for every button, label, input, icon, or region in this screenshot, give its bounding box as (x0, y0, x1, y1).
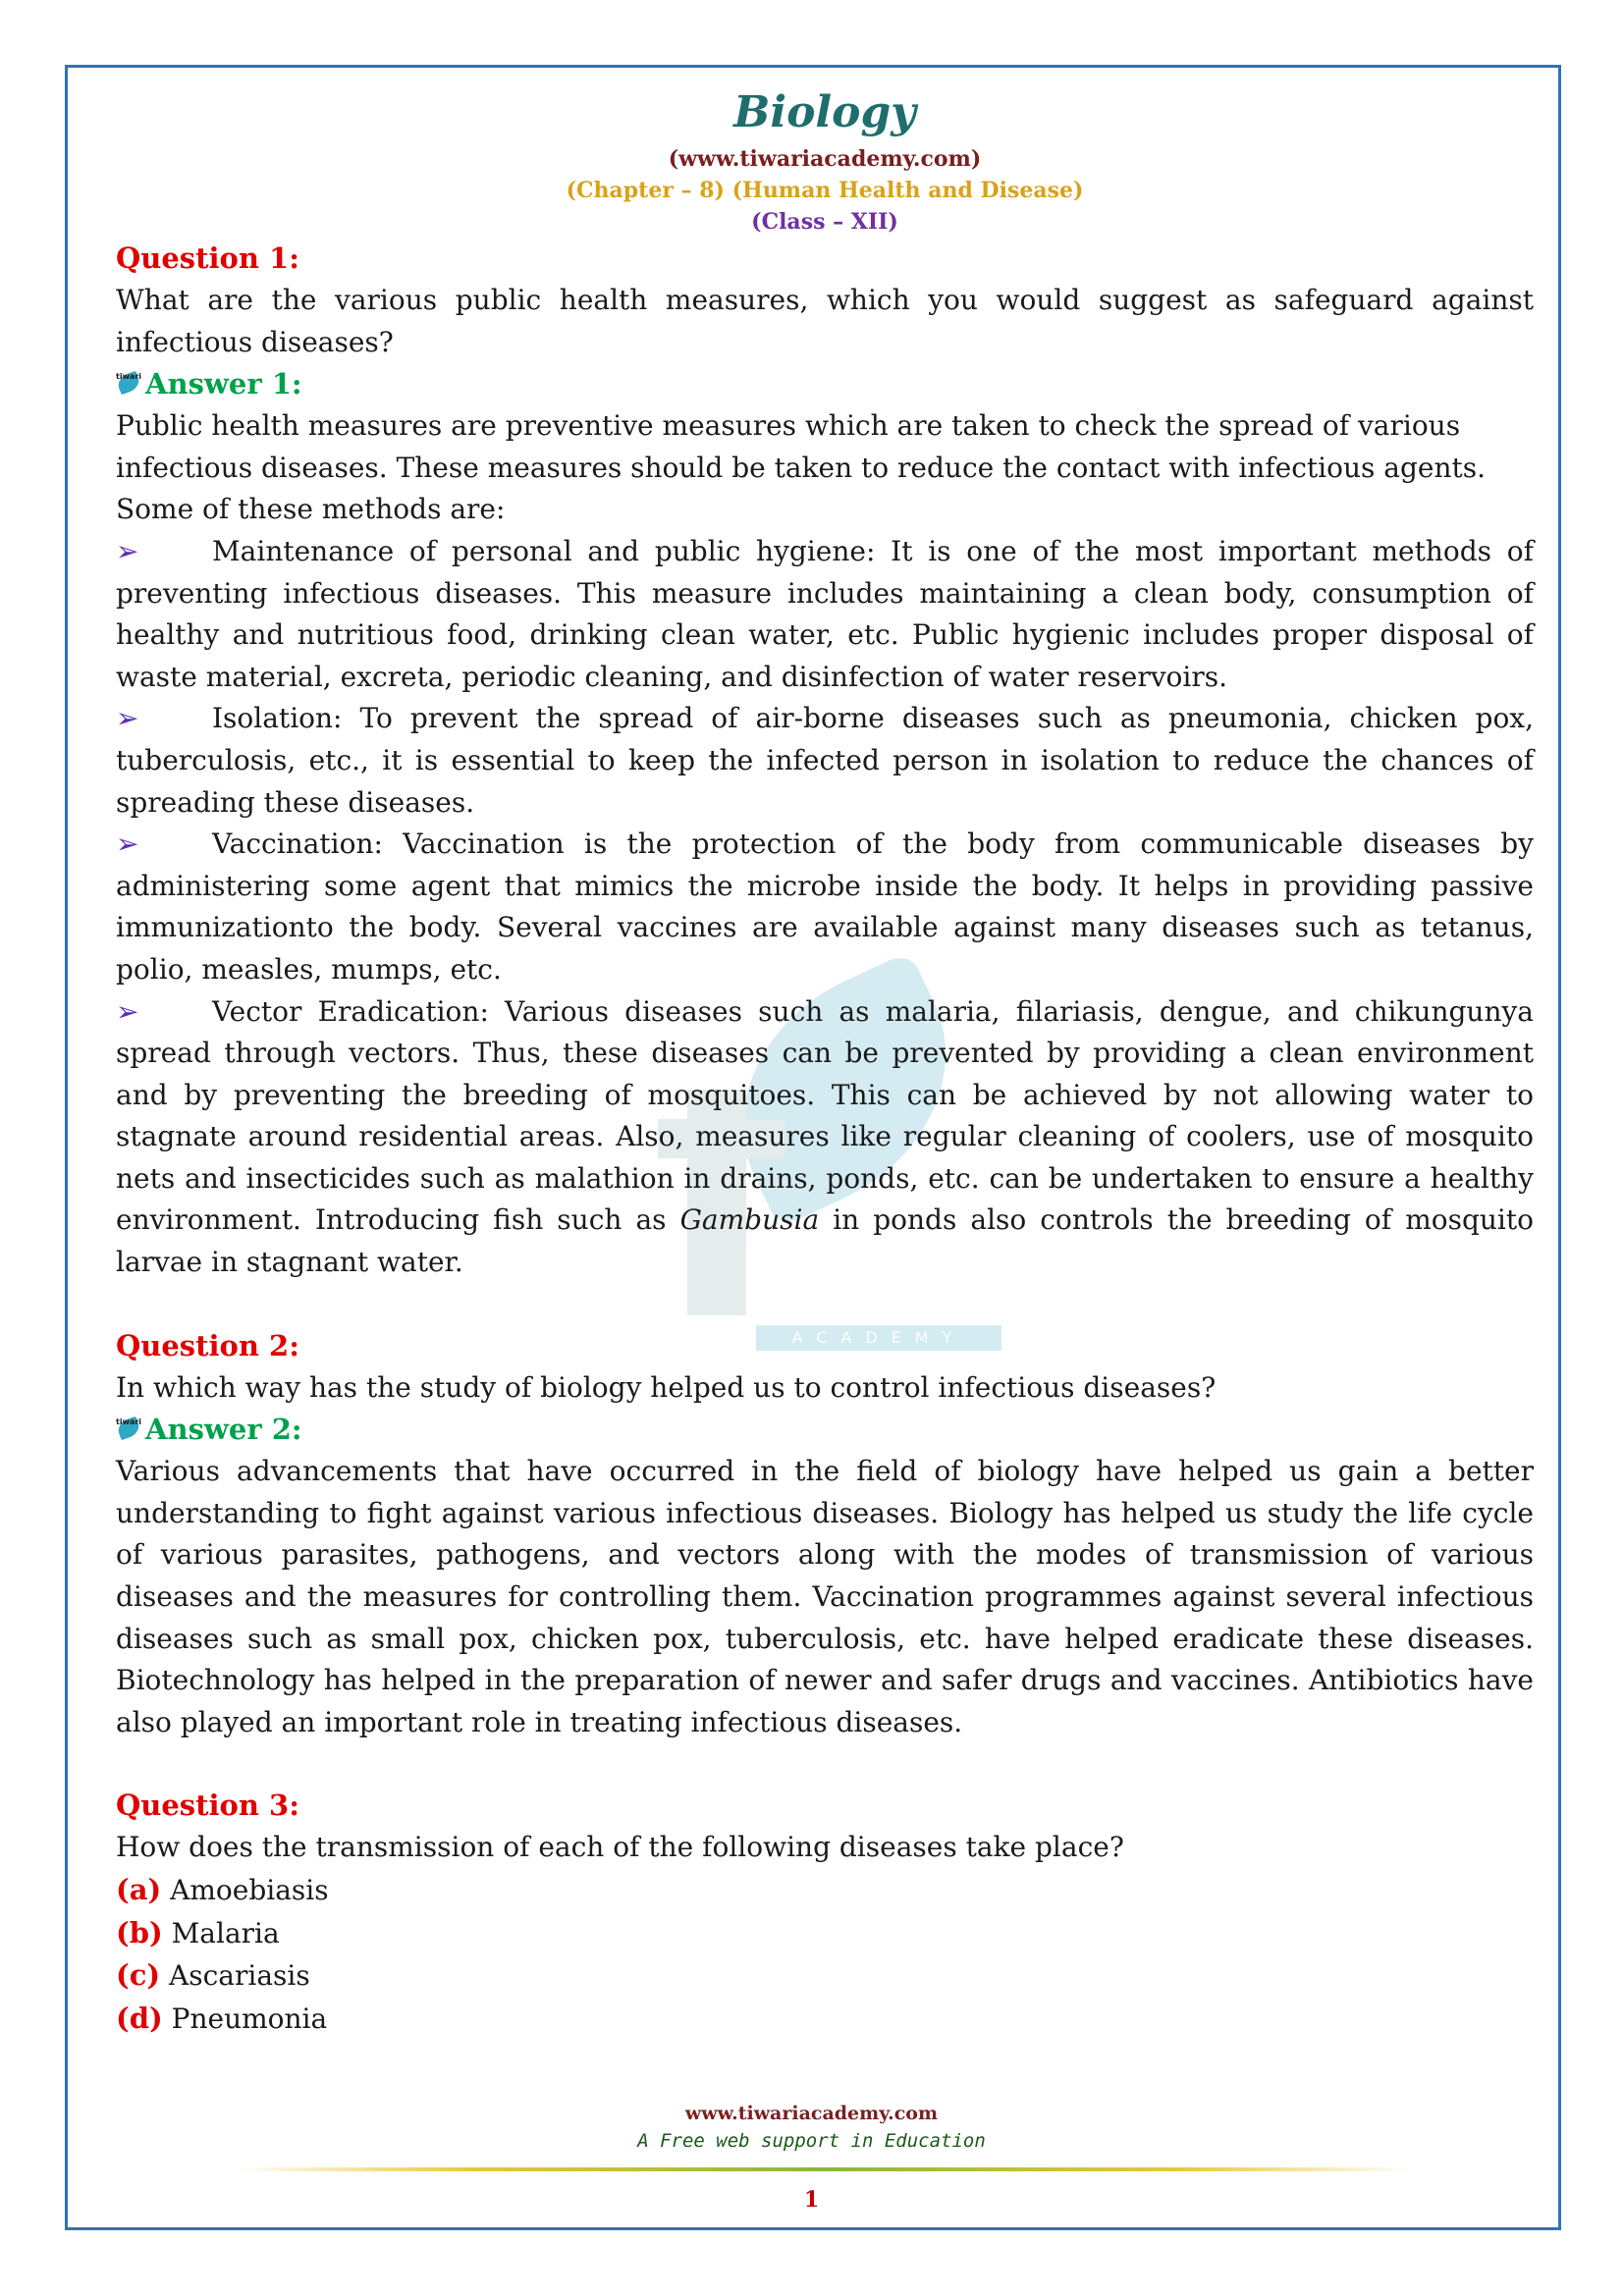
answer-1-methods-intro: Some of these methods are: (116, 493, 506, 526)
header-class: (Class – XII) (751, 209, 898, 235)
arrow-bullet-icon: ➢ (116, 828, 139, 861)
answer-2-heading (116, 1409, 1534, 1451)
question-2-text: In which way has the study of biology helped us to control infectious diseases? (116, 1370, 1217, 1404)
bullet-item: ➢ Vector Eradication: Various diseases such as malaria, filariasis, dengue, and chikungunya spread through vectors. Thus, these diseases can be prevented by providing a clean environment and by preventing the breeding of mosquitoes. This can be achieved by not allowing water to stagnate around residential areas. Also, measures like regular cleaning of coolers, use of mosquito nets and insecticides such as malathion in drains, ponds, etc. can be undertaken to ensure a healthy environment. Introducing fish such as Gambusia in ponds also controls the breeding of mosquito larvae in stagnant water. (116, 991, 1534, 1284)
bullet-item: ➢ Isolation: To prevent the spread of air-borne diseases such as pneumonia, chicken pox, tuberculosis, etc., it is essential to keep the infected person in isolation to reduce the chances of spreading these diseases. (116, 698, 1534, 824)
page-number: 1 (803, 2187, 820, 2213)
page-content (116, 77, 1534, 2040)
answer-2-label: Answer 2: (145, 1413, 302, 1447)
watermark-band: ACADEMY (756, 1325, 1001, 1351)
header-website: (www.tiwariacademy.com) (668, 146, 982, 172)
option-item: (c) Ascariasis (116, 1958, 310, 1993)
answer-1-label: Answer 1: (145, 367, 302, 401)
question-2-label: Question 2: (116, 1328, 299, 1362)
question-1-label: Question 1: (116, 241, 299, 275)
answer-2-text: Various advancements that have occurred in the field of biology have helped us gain a better understanding to fight against various infectious diseases. Biology has helped us study the life cycle of various parasites, pathogens, and vectors along with the modes of transmission of various diseases and the measures for controlling them. Vaccination programmes against several infectious diseases such as small pox, chicken pox, tuberculosis, etc. have helped eradicate these diseases. Biotechnology has helped in the preparation of newer and safer drugs and vaccines. Antibiotics have also played an important role in treating infectious diseases. (116, 1455, 1534, 1738)
option-item: (a) Amoebiasis (116, 1873, 329, 1906)
bullet-item: ➢ Maintenance of personal and public hygiene: It is one of the most important methods of preventing infectious diseases. This measure includes maintaining a clean body, consumption of healthy and nutritious food, drinking clean water, etc. Public hygienic includes proper disposal of waste material, excreta, periodic cleaning, and disinfection of water reservoirs. (116, 531, 1534, 698)
bullet-item: ➢ Vaccination: Vaccination is the protection of the body from communicable diseases by administering some agent that mimics the microbe inside the body. It helps in providing passive immunizationto the body. Several vaccines are available against many diseases such as tetanus, polio, measles, mumps, etc. (116, 824, 1534, 990)
option-item: (d) Pneumonia (116, 2001, 328, 2035)
question-3-text: How does the transmission of each of the following diseases take place? (116, 1831, 1124, 1864)
tiwari-leaf-icon: tiwari (116, 1417, 143, 1443)
arrow-bullet-icon: ➢ (116, 994, 139, 1028)
answer-1-heading (116, 363, 1534, 405)
question-3-block (116, 1785, 1534, 2040)
tiwari-leaf-icon: tiwari (116, 372, 143, 398)
question-3-label: Question 3: (116, 1789, 299, 1823)
option-item: (b) Malaria (116, 1915, 280, 1949)
page-header (116, 82, 1534, 238)
footer-website-link[interactable]: www.tiwariacademy.com (684, 2103, 939, 2124)
arrow-bullet-icon: ➢ (116, 534, 139, 567)
header-chapter: (Chapter – 8) (Human Health and Disease) (566, 178, 1084, 203)
arrow-bullet-icon: ➢ (116, 702, 139, 735)
answer-1-intro: Public health measures are preventive measures which are taken to check the spread of various infectious diseases. These measures should be taken to reduce the contact with infectious agents. (116, 409, 1487, 484)
question-1-block (116, 238, 1534, 1284)
question-1-text: What are the various public health measures, which you would suggest as safeguard against infectious diseases? (116, 284, 1534, 358)
footer-tagline: A Free web support in Education (637, 2130, 986, 2152)
question-2-block (116, 1325, 1534, 1744)
page-title: Biology (733, 87, 916, 137)
footer-divider (236, 2167, 1414, 2171)
